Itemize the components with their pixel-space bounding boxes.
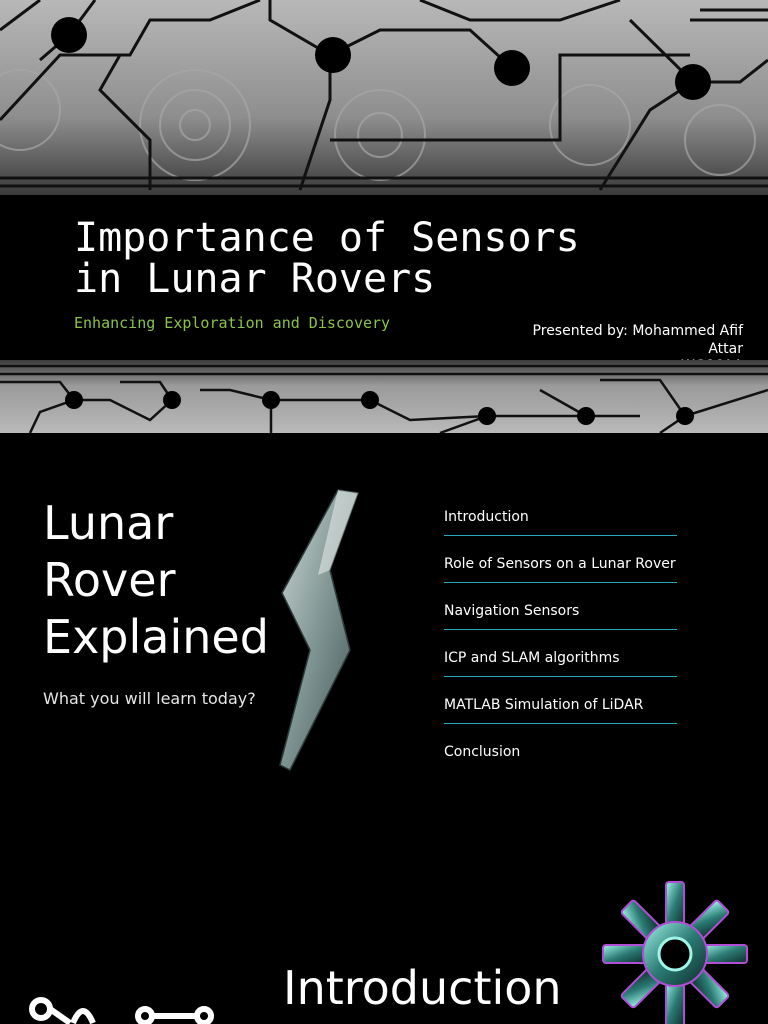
agenda-item: Navigation Sensors xyxy=(444,595,677,630)
sun-gear-icon xyxy=(600,879,750,1024)
agenda-item: ICP and SLAM algorithms xyxy=(444,642,677,677)
presentation-subtitle: Enhancing Exploration and Discovery xyxy=(74,314,391,332)
lightning-bolt-icon xyxy=(270,485,370,775)
introduction-slide xyxy=(0,863,768,1024)
agenda-slide-subtitle: What you will learn today? xyxy=(43,689,256,708)
circuit-node-decoration-icon xyxy=(25,989,225,1024)
agenda-item: MATLAB Simulation of LiDAR xyxy=(444,689,677,724)
circuit-board-banner-top xyxy=(0,0,768,195)
agenda-item: Conclusion xyxy=(444,744,521,760)
presentation-title: Importance of Sensors in Lunar Rovers xyxy=(74,215,580,302)
circuit-board-banner-bottom xyxy=(0,360,768,433)
title-slide xyxy=(0,0,768,433)
agenda-item: Introduction xyxy=(444,503,677,536)
agenda-slide xyxy=(0,433,768,863)
presenter-line: Attar xyxy=(708,340,743,357)
agenda-slide-title: Lunar Rover Explained xyxy=(43,496,269,664)
agenda-item: Role of Sensors on a Lunar Rover xyxy=(444,548,677,583)
presenter-line: Presented by: Mohammed Afif xyxy=(532,323,743,339)
agenda-list xyxy=(444,503,677,782)
introduction-title: Introduction xyxy=(283,961,562,1015)
